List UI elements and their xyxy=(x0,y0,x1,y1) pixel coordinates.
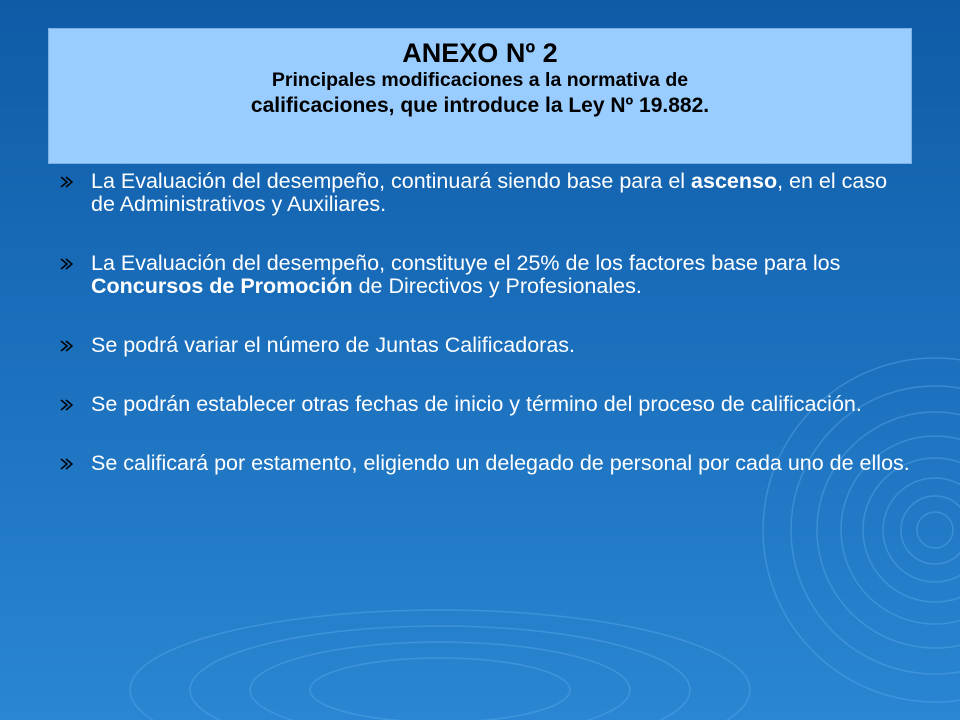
slide-subtitle-line-1: Principales modificaciones a la normativa de xyxy=(271,69,689,91)
bullet-text: Se podrán establecer otras fechas de inicio y término del proceso de calificación. xyxy=(91,392,862,416)
bullet-text-bold: ascenso xyxy=(691,169,778,193)
arrow-right-icon xyxy=(60,176,73,188)
slide-subtitle-line-2: calificaciones, que introduce la Ley Nº 19.882. xyxy=(250,94,710,117)
bullet-item xyxy=(60,252,910,298)
bullet-text: La Evaluación del desempeño, continuará siendo base para el ascenso, en el caso de Administrativos y Auxiliares. xyxy=(91,169,888,216)
arrow-right-icon xyxy=(60,458,73,470)
bullet-text: Se calificará por estamento, eligiendo un delegado de personal por cada uno de ellos. xyxy=(91,451,910,475)
bullet-text: Se podrá variar el número de Juntas Calificadoras. xyxy=(91,333,576,357)
slide-title: ANEXO Nº 2 xyxy=(402,38,558,68)
arrow-right-icon xyxy=(60,399,73,411)
bullet-item xyxy=(60,170,910,216)
bullet-item xyxy=(60,452,910,475)
bullet-list xyxy=(60,170,910,475)
arrow-right-icon xyxy=(60,258,73,270)
title-box xyxy=(48,28,912,164)
arrow-right-icon xyxy=(60,340,73,352)
bullet-text-bold: Concursos de Promoción xyxy=(91,274,353,298)
bullet-text: La Evaluación del desempeño, constituye el 25% de los factores base para los Concursos de Promoción de Directivos y Profesionales. xyxy=(91,251,841,298)
bullet-item xyxy=(60,334,910,357)
bullet-item xyxy=(60,393,910,416)
